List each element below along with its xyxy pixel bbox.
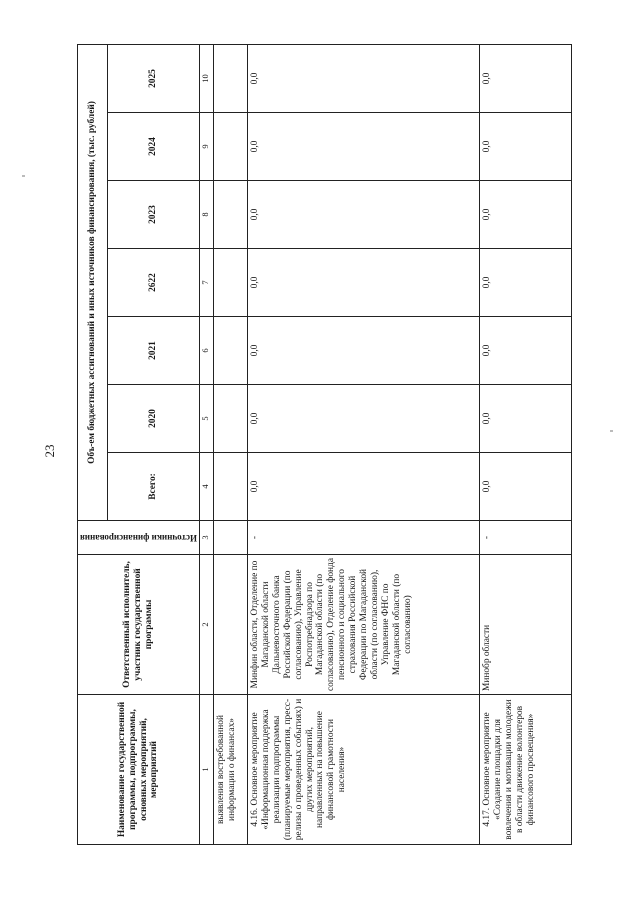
header-year: 2021 xyxy=(108,317,200,385)
row-value: 0,0 xyxy=(480,113,572,181)
row-value xyxy=(214,453,248,521)
row-executor: Минфин области, Отделение по Магаданской области Дальневосточного банка Российской Федерации (по согласованию), Управление Роспотребнадзора по Магаданской области (по согласованию), Отделение фонда пенсионного и социального страхования Российской Федерации по Магаданской области (по согласованию), Управление ФНС по Магаданской области (по согласованию) xyxy=(248,555,480,695)
column-number: 9 xyxy=(200,113,214,181)
row-value xyxy=(214,385,248,453)
column-number: 5 xyxy=(200,385,214,453)
rotated-table-page xyxy=(77,45,595,845)
row-value: 0,0 xyxy=(480,249,572,317)
row-value: 0,0 xyxy=(480,385,572,453)
table-row xyxy=(214,45,248,845)
row-value xyxy=(214,249,248,317)
column-number: 8 xyxy=(200,181,214,249)
header-total: Всего: xyxy=(108,453,200,521)
header-year: 2023 xyxy=(108,181,200,249)
column-number: 10 xyxy=(200,45,214,113)
header-source xyxy=(78,521,200,555)
row-name: выявления востребованной информации о финансах» xyxy=(214,695,248,845)
header-source-label: Источники финансирования xyxy=(80,532,197,543)
row-executor xyxy=(214,555,248,695)
header-year: 2024 xyxy=(108,113,200,181)
column-number-row xyxy=(200,45,214,845)
column-number: 6 xyxy=(200,317,214,385)
table-row xyxy=(248,45,480,845)
row-value: 0,0 xyxy=(480,317,572,385)
row-value: 0,0 xyxy=(248,317,480,385)
header-executor: Ответственный исполнитель, участник государственной программы xyxy=(78,555,200,695)
scan-speck xyxy=(22,175,25,177)
row-value: 0,0 xyxy=(248,385,480,453)
row-executor: Минобр области xyxy=(480,555,572,695)
column-number: 2 xyxy=(200,555,214,695)
row-value xyxy=(214,317,248,385)
row-name: 4.16. Основное мероприятие «Информационная поддержка реализации подпрограммы (планируемые мероприятия, пресс-релизы о проведенных событиях) и других мероприятий, направленных на повышение финансовой грамотности населения» xyxy=(248,695,480,845)
row-value xyxy=(214,113,248,181)
row-source xyxy=(214,521,248,555)
page-number: 23 xyxy=(42,444,57,458)
row-value xyxy=(214,181,248,249)
column-number: 3 xyxy=(200,521,214,555)
column-number: 7 xyxy=(200,249,214,317)
row-value xyxy=(214,45,248,113)
row-value: 0,0 xyxy=(480,181,572,249)
column-number: 4 xyxy=(200,453,214,521)
column-number: 1 xyxy=(200,695,214,845)
row-value: 0,0 xyxy=(480,45,572,113)
row-value: 0,0 xyxy=(248,113,480,181)
row-value: 0,0 xyxy=(248,249,480,317)
row-source: - xyxy=(480,521,572,555)
header-name: Наименование государственной программы, подпрограммы, основных мероприятий, мероприятий xyxy=(78,695,200,845)
row-name: 4.17. Основное мероприятие «Создание площадки для вовлечения и мотивации молодежи в области движение волонтеров финансового просвещения» xyxy=(480,695,572,845)
header-funding-group: Объ-ем бюджетных ассигнований и иных источников финансирования, (тыс. рублей) xyxy=(78,45,108,521)
scan-speck xyxy=(610,430,613,432)
row-source: - xyxy=(248,521,480,555)
row-value: 0,0 xyxy=(248,45,480,113)
header-year: 2020 xyxy=(108,385,200,453)
header-year: 2622 xyxy=(108,249,200,317)
row-value: 0,0 xyxy=(248,181,480,249)
row-value: 0,0 xyxy=(248,453,480,521)
table-row xyxy=(480,45,572,845)
header-year: 2025 xyxy=(108,45,200,113)
funding-table xyxy=(77,44,572,845)
row-value: 0,0 xyxy=(480,453,572,521)
